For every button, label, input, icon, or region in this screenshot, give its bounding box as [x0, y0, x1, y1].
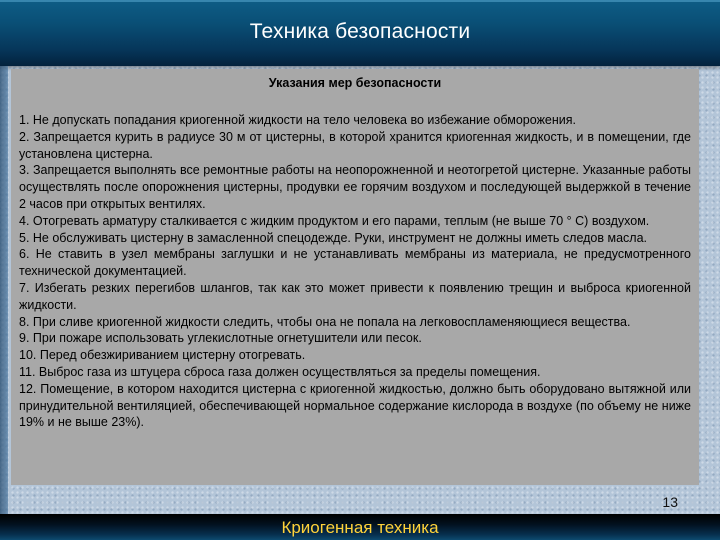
instruction-item-11: 11. Выброс газа из штуцера сброса газа должен осуществляться за пределы помещения.	[19, 364, 541, 379]
instruction-item-5: 5. Не обслуживать цистерну в замасленной спецодежде. Руки, инструмент не должны иметь следов масла.	[19, 230, 648, 245]
instruction-item-9: 9. При пожаре использовать углекислотные огнетушители или песок.	[19, 331, 422, 346]
instruction-item-10: 10. Перед обезжириванием цистерну отогревать.	[19, 348, 306, 363]
instruction-item-6: 6. Не ставить в узел мембраны заглушки и не устанавливать мембраны из материала, не предусмотренного технической документацией.	[19, 247, 691, 279]
instruction-item-3: 3. Запрещается выполнять все ремонтные работы на неопорожненной и неотогретой цистерне. Указанные работы осуществлять после опорожнения цистерны, продувки ее горячим воздухом и последующей выдержкой в течение 2 часов при открытых вентилях.	[19, 163, 691, 211]
instruction-item-1: 1. Не допускать попадания криогенной жидкости на тело человека во избежание обморожения.	[19, 113, 577, 127]
safety-instructions-list	[19, 112, 691, 431]
page-title: Техника безопасности	[249, 20, 471, 43]
instruction-item-8: 8. При сливе криогенной жидкости следить, чтобы она не попала на легковоспламеняющиеся вещества.	[19, 314, 631, 329]
instruction-item-12: 12. Помещение, в котором находится цистерна с криогенной жидкостью, должно быть оборудовано вытяжной или принудительной вентиляцией, обеспечивающей нормальное содержание кислорода в воздухе (по объему не ниже 19% и не выше 23%).	[19, 381, 691, 430]
footer-title: Криогенная техника	[281, 518, 439, 537]
decorative-edge	[0, 66, 8, 514]
instruction-item-2: 2. Запрещается курить в радиусе 30 м от цистерны, в которой хранится криогенная жидкость, и в помещении, где установлена цистерна.	[19, 129, 691, 161]
instruction-item-7: 7. Избегать резких перегибов шлангов, так как это может привести к появлению трещин и выброса криогенной жидкости.	[19, 280, 691, 312]
slide-number: 13	[662, 494, 678, 510]
instruction-item-4: 4. Отогревать арматуру сталкивается с жидким продуктом и его парами, теплым (не выше 70 ° С) воздухом.	[19, 213, 650, 228]
section-subtitle: Указания мер безопасности	[268, 76, 442, 90]
content-box	[11, 69, 699, 485]
